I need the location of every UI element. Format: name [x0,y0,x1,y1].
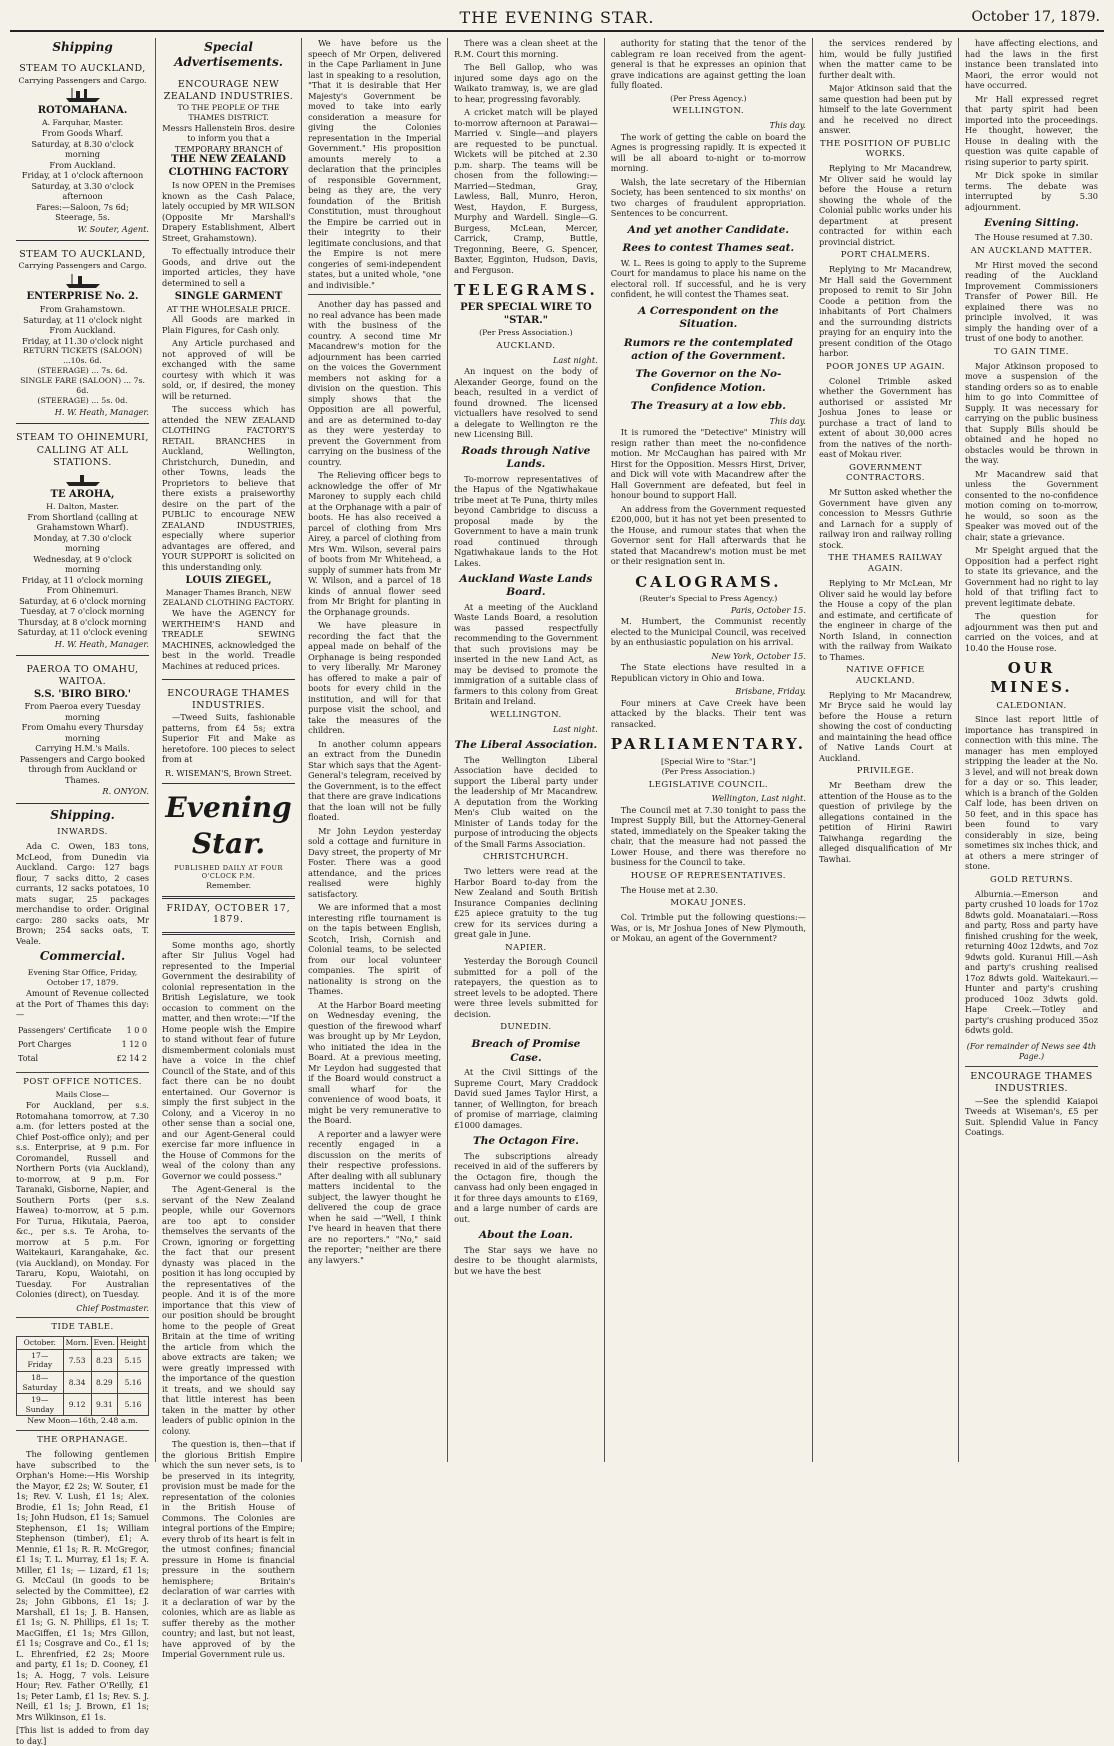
ad-agent: H. W. Heath, Manager. [54,406,150,417]
ad-agent: R. ONYON. [102,786,150,797]
press-association-line: (Per Press Association.) [479,327,573,337]
news-paragraph: At the Harbor Board meeting on Wednesday evening, the question of the firewood wharf was brought up by Mr Leydon, who initiated the idea in the Board. At a previous meeting, Mr Leydon had suggested that if the Board would construct a small wharf for the convenience of wood boats, it might be very remunerative to the Board. [308,999,442,1125]
section-subheading: PORT CHALMERS. [840,250,931,261]
news-headline: About the Loan. [478,1229,573,1242]
ad-line: Wednesday, at 9 o'clock morning [33,553,132,575]
ad-line: From Ohinemuri. [46,585,119,596]
dateline-place: Wellington, Last night. [711,793,806,804]
telegrams-heading: TELEGRAMS. [454,281,598,299]
section-subheading: GOVERNMENT CONTRACTORS. [846,462,925,484]
ad-agent: H. W. Heath, Manager. [54,638,150,649]
ad-heading: PAEROA TO OMAHU, WAITOA. [26,664,139,688]
clothing-factory-ad [162,75,295,680]
ship-name: S.S. 'BIRO BIRO.' [34,688,131,700]
news-paragraph: The House resumed at 7.30. [974,232,1093,243]
masthead [10,8,1104,32]
tide-cell: 7.53 [63,1349,91,1371]
section-subheading: THE THAMES RAILWAY AGAIN. [828,553,943,575]
commercial-paragraph: Amount of Revenue collected at the Port of Thames this day:— [16,988,150,1020]
ad-heading: ENCOURAGE NEW ZEALAND INDUSTRIES. [163,78,294,102]
dateline-place: Paris, October 15. [730,604,806,615]
section-subheading: MOKAU JONES. [670,898,747,909]
news-paragraph: Mr Dick spoke in similar terms. The debate was interrupted by 5.30 adjournment. [964,170,1099,212]
dateline-time: Last night. [553,723,598,734]
news-paragraph: A reporter and a lawyer were recently engaged in a discussion on the merits of their respective professions. After dealing with all sublunary matters incidental to the subject, the lawyer thought he delivered the coup de grace when he said —"Well, I think I've heard in heaven that there are no reporters." "No," said the reporter; "neither are there any lawyers." [308,1128,442,1265]
news-paragraph: M. Humbert, the Communist recently elected to the Municipal Council, was received by an enthusiastic population on his arrival. [610,616,806,648]
calograms-heading: CALOGRAMS. [635,572,782,591]
ad-paragraph: We have the AGENCY for WERTHEIM'S HAND and TREADLE SEWING MACHINES, acknowledged the best in the world. Treadle Machines at reduced prices. [162,608,296,671]
dateline-place: WELLINGTON. [490,709,562,720]
news-headline: Rees to contest Thames seat. [622,242,795,255]
news-paragraph: An address from the Government requested £200,000, but it has not yet been presented to the House, and rumour states that when the Governor sent for Hall afterwards that he stated that Macandrew's motion must be met or their resignation sent in. [610,503,806,567]
news-paragraph: There was a clean sheet at the R.M. Court this morning. [454,38,598,59]
section-subheading: THE POSITION OF PUBLIC WORKS. [819,138,951,160]
column-3 [302,38,448,1462]
ship-name: ENTERPRISE No. 2. [26,291,139,303]
news-paragraph: Replying to Mr Macandrew, Mr Bryce said he would lay before the House a return showing the cost of conducting and maintaining the head office of Native Lands Court at Auckland. [818,689,952,763]
leader-paragraph: We have before us the speech of Mr Orpen, delivered in the Cape Parliament in June last in speaking to a resolution, "That it is desirable that Her Majesty's Government be moved to take into early consideration a measure for giving the Colonies representation in the Imperial Government." His proposition amounts merely to a declaration that the principles of responsible Government, being as they are, the very foundation of the British Constitution, must throughout the Empire be carried out in their integrity to their legitimate conclusions, and that the Empire is not mere congeries of semi-independent states, but a united whole, "one and indivisible." [308,38,442,290]
tide-column-header: October. [17,1337,64,1350]
news-paragraph: At a meeting of the Auckland Waste Lands Board, a resolution was passed respectfully recommending to the Government that such provisions may be inserted in the new Land Act, as may be devised to promote the immigration of a suitable class of farmers to this colony from Great Britain and Ireland. [454,601,598,707]
dateline-place: CHRISTCHURCH. [483,852,569,863]
section-subheading: HOUSE OF REPRESENTATIVES. [630,870,786,881]
news-paragraph: Mr Sutton asked whether the Government have given any concession to Messrs Guthrie and Larnach for a supply of railway iron and railway rolling stock. [818,487,952,550]
news-headline: The Treasury at a low ebb. [630,400,786,413]
logo-subtitle: PUBLISHED DAILY AT FOUR O'CLOCK P.M. [174,864,283,881]
section-subheading: LEGISLATIVE COUNCIL. [648,779,769,790]
ad-line: Monday, at 7.30 o'clock morning [33,532,132,554]
revenue-label: Passengers' Certificate [18,1025,112,1035]
tide-header-row [17,1337,149,1350]
news-paragraph: Colonel Trimble asked whether the Government has authorised or assisted Mr Joshua Jones to lease or purchase a tract of land to extent of about 30,000 acres from the natives of the north-east of Mokau river. [818,375,952,459]
news-paragraph: Four miners at Cave Creek have been attacked by the blacks. Their tent was ransacked. [610,697,806,729]
news-paragraph: Replying to Mr McLean, Mr Oliver said he would lay before the House a copy of the plan and estimate, and certificate of the engineer in charge of the North Island, in connection with the railway from Waikato to Thames. [818,578,952,662]
ad-line: Saturday, at 6 o'clock morning [19,595,146,606]
ad-line: Friday, at 11 o'clock morning [21,574,144,585]
commercial-dateline: Evening Star Office, Friday, October 17, 1879. [27,968,138,988]
steamship-icon [64,87,102,103]
tide-cell: 19—Sunday [17,1394,64,1416]
news-paragraph: authority for stating that the tenor of the cablegram re loan received from the agent-general is that he expresses an opinion that grave indications are against getting the loan fully floated. [610,38,806,90]
ad-line: From Auckland. [49,159,116,170]
tide-row [17,1394,149,1416]
news-headline: Breach of Promise Case. [471,1038,581,1064]
news-paragraph: Mr Speight argued that the Opposition had a perfect right to state its grievance, and the Government had no right to lay hold of that trifling fact to prevent legitimate debate. [964,545,1099,608]
news-paragraph: In another column appears an extract from the Dunedin Star which says that the Agent-General's telegram, received by the Government, is to the effect that there are grave indications that the loan will not be fully floated. [308,738,442,822]
news-paragraph: The House met at 2.30. [620,884,719,895]
news-paragraph: The Bell Gallop, who was injured some days ago on the Waikato tramway, is, we are glad to hear, progressing favorably. [454,62,598,104]
tide-row [17,1372,149,1394]
tide-cell: 5.16 [118,1394,149,1416]
news-headline: The Octagon Fire. [472,1135,579,1148]
news-paragraph: Col. Trimble put the following questions:—Was, or is, Mr Joshua Jones of New Plymouth, or Mokau, an agent of the Government? [610,912,806,944]
ad-paragraph: Any Article purchased and not approved of will be exchanged with the same courtesy with which it was sold, or, if desired, the money will be returned. [162,338,296,401]
issue-date: October 17, 1879. [971,9,1100,25]
dateline-place: New York, October 15. [711,650,806,661]
dateline-place: DUNEDIN. [500,1022,552,1033]
ad-line: Friday, at 11.30 o'clock night [21,335,144,346]
post-office-signature: Chief Postmaster. [76,1302,150,1313]
newspaper-title: THE EVENING STAR. [459,8,655,27]
press-association-line: (Per Press Agency.) [670,93,747,103]
ad-heading: ENCOURAGE THAMES INDUSTRIES. [167,688,290,712]
dateline-place: AUCKLAND. [496,340,556,351]
ad-paragraph: All Goods are marked in Plain Figures, for Cash only. [162,314,296,335]
section-subheading: POOR JONES UP AGAIN. [826,361,945,372]
steamship-icon [64,471,102,487]
news-paragraph: An inquest on the body of Alexander George, found on the beach, resulted in a verdict of found drowned. The licensed victuallers have resolved to send a delegate to Wellington re the new Licensing Bill. [454,366,598,440]
revenue-value: 1 12 0 [121,1040,148,1050]
inwards-heading: INWARDS. [57,827,108,838]
news-paragraph: The Star says we have no desire to be thought alarmists, but we have the best [454,1244,598,1276]
ad-line: Saturday, at 11 o'clock evening [17,627,148,638]
ship-name: TE AROHA, [50,488,115,500]
section-title-special-ads: Special Advertisements. [174,40,283,70]
revenue-value: £2 14 2 [116,1054,148,1064]
ad-line: From Omahu every Thursday morning [21,722,144,743]
ad-subheading: Carrying Passengers and Cargo. [18,261,147,271]
tide-note: New Moon—16th, 2.48 a.m. [27,1416,138,1426]
ad-signature: R. WISEMAN'S, Brown Street. [165,767,293,778]
tide-cell: 18—Saturday [17,1372,64,1394]
ad-fare-line: RETURN TICKETS (SALOON) ...10s. 6d. [22,346,143,366]
section-subheading: PRIVILEGE. [856,766,915,777]
ad-fares: Fares:—Saloon, 7s 6d; Steerage, 5s. [36,201,129,223]
ad-heading: STEAM TO OHINEMURI, CALLING AT ALL STATIONS. [16,432,149,468]
mines-heading: OUR MINES. [990,659,1073,697]
revenue-table [16,1023,149,1068]
news-paragraph: The State elections have resulted in a Republican victory in Ohio and Iowa. [610,662,806,683]
ad-agent: W. Souter, Agent. [77,223,150,234]
column-1 [10,38,156,1746]
column-7 [959,38,1104,1462]
news-paragraph: Two letters were read at the Harbor Board to-day from the New Zealand and South British Insurance Companies declining £25 apiece gratuity to the tug crew for its services during a great gale in June. [454,866,598,940]
ad-fare-line: SINGLE FARE (SALOON) ... 7s. 6d. [20,376,145,396]
news-paragraph: Major Atkinson proposed to move a suspension of the standing orders so as to enable him to go into Committee of Supply. It was necessary for carrying on the public business that Supply Bills should be obtained and he hoped no obstacles would be thrown in the way. [964,360,1099,466]
ship-name: ROTOMAHANA. [37,105,128,117]
post-office-heading: POST OFFICE NOTICES. [23,1076,142,1087]
ad-line: Carrying H.M.'s Mails. [35,743,130,754]
news-headline: Evening Sitting. [984,217,1079,229]
inwards-paragraph: Ada C. Owen, 183 tons, McLeod, from Dunedin via Auckland. Cargo: 127 bags flour, 7 sacks ditto, 2 cases currants, 12 sacks potatoes, 10 mats sugar, 25 packages merchandise to order. Original cargo: 280 sacks oats, Mr Brown; 254 sacks oats, T. Veale. [16,841,150,946]
tide-column-header: Even. [91,1337,117,1350]
column-6 [813,38,959,1462]
news-paragraph: have affecting elections, and had the laws in the first instance been translated into Maori, the error would not have occurred. [964,38,1099,90]
column-4 [448,38,605,1462]
shipping-ad-rotomahana [16,59,149,241]
tide-cell: 5.15 [118,1349,149,1371]
mine-name-heading: CALEDONIAN. [996,700,1067,711]
leader-paragraph: The question is, then—that if the glorious British Empire which the sun never sets, is to be preserved in its integrity, provision must be made for the representation of the colonies in the British House of Commons. The Colonies are integral portions of the Empire; every throb of its heart is felt in the utmost confines; financial pressure in Home is financial pressure in the southern hemisphere; Britain's declaration of war carries with it a declaration of war by the colonies, which are as liable as suffer thereby as the mother country; and last, but not least, have approved of by the Imperial Government rule us. [162,1439,296,1660]
column-5 [605,38,813,1462]
ad-manager-title: Manager Thames Branch, NEW ZEALAND CLOTHING FACTORY. [162,588,295,608]
ad-line: From Shortland (calling at Grahamstown Wharf). [27,511,138,533]
news-paragraph: Alburnia.—Emerson and party crushed 10 loads for 17oz 8dwts gold. Moanataiari.—Ross and party, Ross and party have finished crushing for the week, returning 40oz 12dwts, and 7oz 9dwts gold. Kuranui Hill.—Ash and party's crushing realised 17oz 8dwts gold. Waitekauri.—Hunter and party's crushing produced 10oz 3dwts gold. Hape Creek.—Totley and party's crushing produced 35oz 6dwts gold. [964,888,1099,1036]
post-office-paragraph: For Auckland, per s.s. Rotomahana tomorrow, at 7.30 a.m. (for letters posted at the Chief Post-office only); and per s.s. Enterprise, at 9 p.m. For Coromandel, Russell and Northern Ports (via Auckland), to-morrow, at 9 p.m. For Taranaki, Gisborne, Napier, and Southern Ports (per s.s. Hawea) to-morrow, at 5 p.m. For Turua, Hikutaia, Paeroa, &c., per s.s. Te Aroha, to-morrow at 5 p.m. For Waitekauri, Karangahake, &c. (via Auckland), on Monday. For Tararu, Kopu, Waiotahi, on Tuesday. For Australian Colonies (direct), on Tuesday. [16,1100,150,1300]
news-paragraph: W. L. Rees is going to apply to the Supreme Court for mandamus to place his name on the electoral roll. If successful, and he is very confident, he will contest the Thames seat. [610,257,806,300]
orphanage-paragraph: The following gentlemen have subscribed to the Orphan's Home:—His Worship the Mayor, £2 2s; W. Souter, £1 1s; Rev. V. Lush, £1 1s; Alex. Brodie, £1 1s; John Read, £1 1s; John Hudson, £1 1s; Samuel Stephenson, £1 1s; William Stephenson (timber), £1; A. Mennie, £1 1s; R. R. McGregor, £1 1s; T. L. Murray, £1 1s; F. A. Miller, £1 1s; — Lizard, £1 1s; G. McCaul (in goods to be selected by the Committee), £2 2s; John Gibbons, £1 1s; J. Marshall, £1 1s; J. B. Hansen, £1 1s; G. N. Phillips, £1 1s; T. MacGiffen, £1 1s; Mrs Gillon, £1 1s; Cosgrave and Co., £1 1s; L. Ehrenfried, £2 2s; Moore and party, £1 1s; D. Cooney, £1 1s; A. Hogg, 7 vols. Leisure Hour; Rev. Father O'Reilly, £1 1s; Peter Lamb, £1 1s; Rev. S. J. Neill, £1 1s; J. Brown, £1 1s; Mrs Wilkinson, £1 1s. [16,1449,150,1722]
section-subheading: AN AUCKLAND MATTER. [970,245,1093,256]
leader-paragraph: Some months ago, shortly after Sir Julius Vogel had represented to the Imperial Government the desirability of colonial representation in the British Legislature, we took occasion to comment on the matter, and then wrote:—"If the Home people wish the Empire to stand without fear of future dismemberment colonials must have a voice in the chief Council of the State, and of this fact there can be no doubt entertained. Our Governor is simply the first subject in the Colony, and a Viceroy in no other sense than a social one, and our Agent-General could exercise far more influence in the House of Commons for the weal of the colony than any Governor we could possess." [162,939,296,1181]
news-paragraph: Mr Macandrew said that unless the Government consented to the no-confidence motion coming on to-morrow, he would, so soon as the Speaker was moved out of the chair, state a grievance. [964,468,1099,542]
wiseman-tweed-ad [162,684,295,784]
tide-cell: 8.23 [91,1349,117,1371]
ad-line: From Goods Wharf. [41,128,124,139]
revenue-row [18,1025,147,1037]
ad-line: Saturday, at 3.30 o'clock afternoon [31,180,134,202]
parliamentary-heading: PARLIAMENTARY. [610,735,806,754]
ad-paragraph: Is now OPEN in the Premises known as the Cash Palace, lately occupied by MR WILSON (Opposite Mr Marshall's Drapery Establishment, Albert Street, Grahamstown). [162,180,296,243]
ad-line: Saturday, at 11 o'clock night [23,314,142,325]
post-office-subheading: Mails Close— [55,1090,110,1100]
ad-paragraph: The success which has attended the NEW ZEALAND CLOTHING FACTORY'S RETAIL BRANCHES in Auckland, Wellington, Christchurch, Dunedin, and other Towns, leads the Proprietors to believe that there exists a praiseworthy desire on the part of the PUBLIC to encourage NEW ZEALAND INDUSTRIES, especially where superior advantages are offered, and YOUR SUPPORT is solicited on this understanding only. [162,404,296,572]
ad-paragraph: To effectually introduce their Goods, and drive out the imported articles, they have determined to sell a [162,246,296,288]
dateline-time: Last night. [553,354,598,365]
ad-line: Thursday, at 8 o'clock morning [18,616,147,627]
section-title-shipping: Shipping [52,40,113,54]
ad-brand: THE NEW ZEALAND CLOTHING FACTORY [168,154,289,179]
news-paragraph: We have pleasure in recording the fact that the appeal made on behalf of the Orphanage is being responded to very liberally. Mr Maroney has offered to make a pair of boots for every child in the institution, and will for that purpose visit the school, and take the measures of the children. [308,620,442,735]
ad-subheading: Carrying Passengers and Cargo. [18,75,147,85]
tide-cell: 17—Friday [17,1349,64,1371]
shipping-ad-biro-biro [16,660,149,804]
revenue-row [18,1039,147,1051]
ad-fare-line: (STEERAGE) ... 5s. 0d. [37,396,128,406]
shipping-ad-enterprise [16,245,149,424]
revenue-row [18,1053,147,1065]
ad-line: Friday, at 1 o'clock afternoon [21,170,144,181]
news-paragraph: Major Atkinson said that the same question had been put by himself to the late Government and he received no direct answer. [818,83,952,135]
edition-date: FRIDAY, OCTOBER 17, 1879. [166,903,291,926]
ad-line: From Auckland. [49,325,116,336]
ad-heading: STEAM TO AUCKLAND, [19,249,146,261]
news-paragraph: At the Civil Sittings of the Supreme Court, Mary Craddock David sued James Taylor Hirst, a tanner, of Wellington, for breach of promise of marriage, claiming £1000 damages. [454,1067,598,1130]
ad-manager-name: LOUIS ZIEGEL, [185,575,272,587]
tide-table [16,1336,149,1416]
orphanage-heading: THE ORPHANAGE. [37,1435,128,1446]
news-paragraph: Mr Hirst moved the second reading of the Auckland Improvement Commissioners Transfer of Power Bill. He explained there was no principle involved, it was simply the handing over of a trust of one body to another. [964,259,1099,344]
news-paragraph: Mr Beetham drew the attention of the House as to the question of privilege by the allegations contained in the petition of Hirini Rawiri Taiwhanga regarding the alleged disqualification of Mr Tawhai. [818,780,952,864]
news-paragraph: The Relieving officer begs to acknowledge the offer of Mr Maroney to supply each child at the Orphanage with a pair of boots. He has also received a parcel of clothing from Mrs Airey, a parcel of clothing from Mrs Wm. Wilson, several pairs of boots from Mr Whitehead, a supply of summer hats from Mr W. Wilson, and a parcel of 18 kinds of annual flower seed from Mr Bright for planting in the Orphanage grounds. [308,470,442,617]
tide-cell: 5.16 [118,1372,149,1394]
continued-note: (For remainder of News see 4th Page.) [966,1041,1097,1062]
shipping-ad-te-aroha [16,428,149,656]
news-paragraph: Mr John Leydon yesterday sold a cottage and furniture in Davy street, the property of Mr Foster. There was a good attendance, and the prices realised were highly satisfactory. [308,825,442,899]
tide-cell: 9.12 [63,1394,91,1416]
ship-master: H. Dalton, Master. [46,501,119,511]
news-headline: Rumors re the contemplated action of the Government. [623,336,793,363]
news-headline: Roads through Native Lands. [461,444,591,471]
news-headline: A Correspondent on the Situation. [638,304,779,331]
ad-line: From Grahamstown. [39,304,126,315]
steamship-icon [64,273,102,289]
news-paragraph: The subscriptions already received in aid of the sufferers by the Octagon fire, though the canvass had only been engaged in it for three days amounts to £169, and a large number of cards are out. [454,1150,598,1224]
newspaper-logo: Evening Star. [165,791,292,861]
ad-heading: STEAM TO AUCKLAND, [19,63,146,75]
revenue-label: Port Charges [18,1040,72,1050]
ad-line: From Paeroa every Tuesday morning [24,701,141,722]
ship-master: A. Farquhar, Master. [41,118,124,128]
news-headline: Auckland Waste Lands Board. [459,573,593,599]
calograms-subheading: (Reuter's Special to Press Agency.) [639,593,778,603]
news-paragraph: Another day has passed and no real advance has been made with the business of the country. A second time Mr Macandrew's motion for the adjournment has been carried on the voices the Government members not asking for a division on the question. This simply shows that the Opposition are all powerful, and are as determined to-day as they were yesterday to prevent the Government from carrying on the business of the country. [308,299,442,467]
dateline-place: WELLINGTON. [672,106,745,117]
parliamentary-subheading: [Special Wire to "Star."] [661,756,756,766]
tide-cell: 9.31 [91,1394,117,1416]
dateline-time: This day. [769,120,806,131]
dateline-place: NAPIER. [505,942,547,953]
press-association-line: (Per Press Association.) [661,766,756,776]
news-headline: And yet another Candidate. [627,223,789,236]
news-paragraph: Since last report little of importance has transpired in connection with this mine. The manager has men employed stripping the leader at the No. 3 level, and will not break down for a day or so. This leader, which is a branch of the Golden Calf lode, has been driven on 50 feet, and in this space has been found to vary considerably in size, being sometimes six inches thick, and at others a mere stringer of stone. [964,714,1099,872]
revenue-value: 1 0 0 [126,1025,148,1035]
column-2 [156,38,302,1660]
dateline-place: Brisbane, Friday. [735,686,806,697]
news-paragraph: The Council met at 7.30 tonight to pass the Imprest Supply Bill, but the Attorney-General stated, immediately on the Speaker taking the chair, that the measure had not passed the Lower House, and there was therefore no business for the Council to take. [610,804,806,868]
ad-heading: ENCOURAGE THAMES INDUSTRIES. [970,1071,1093,1095]
section-title-shipping-news: Shipping. [50,807,115,822]
ad-line: Tuesday, at 7 o'clock morning [20,606,145,617]
section-subheading: TO GAIN TIME. [994,346,1069,357]
ad-line: AT THE WHOLESALE PRICE. [166,303,291,314]
news-paragraph: Replying to Mr Macandrew, Mr Oliver said he would lay before the House a return showing the whole of the Colonial public works under his department at present contracted for within each provincial district. [818,163,952,247]
telegrams-subheading: PER SPECIAL WIRE TO "STAR." [460,302,592,326]
news-paragraph: The work of getting the cable on board the Agnes is progressing rapidly. It is expected it will be all aboard to-night or to-morrow morning. [610,131,806,174]
news-paragraph: Walsh, the late secretary of the Hibernian Society, has been sentenced to six months' on two charges of fraudulent appropriation. Sentences to be concurrent. [610,176,806,219]
news-paragraph: Yesterday the Borough Council submitted for a poll of the ratepayers, the question as to street levels to be adopted. There were three levels submitted for decision. [454,956,598,1019]
ad-subheading: TO THE PEOPLE OF THE THAMES DISTRICT. [177,103,280,122]
ad-line: Messrs Hallenstein Bros. desire to inform you that a TEMPORARY BRANCH of [162,122,295,154]
tide-row [17,1349,149,1371]
ad-big-line: SINGLE GARMENT [174,291,283,303]
news-paragraph: We are informed that a most interesting rifle tournament is on the tapis between English, Scotch, Irish, Cornish and Colonial teams, to be selected from our local volunteer companies. The spirit of nationality is strong on the Thames. [308,902,442,996]
news-paragraph: Replying to Mr Macandrew, Mr Hall said the Government proposed to remit to Sir John Coode a petition from the inhabitants of Port Chalmers and the surrounding districts praying for an enquiry into the present condition of the Otago harbor. [818,264,952,359]
news-paragraph: Mr Hall expressed regret that party spirit had been imported into the proceedings. He thought, however, the House in dealing with the question was quite capable of rising superior to party spirit. [964,93,1099,167]
section-title-commercial: Commercial. [39,949,126,964]
logo-motto: Remember. [206,880,251,890]
ad-paragraph: —See the splendid Kaiapoi Tweeds at Wiseman's, £5 per Suit. Splendid Value in Fancy Coatings. [964,1095,1099,1138]
gold-returns-heading: GOLD RETURNS. [990,874,1073,885]
orphanage-note: [This list is added to from day to day.] [16,1725,150,1746]
news-paragraph: A cricket match will be played to-morrow afternoon at Parawai—Married v. Single—and players are requested to be punctual. Wickets will be pitched at 2.30 p.m. sharp. The teams will be chosen from the following:—Married—Stedman, Gray, Lawless, Ball, Munro, Heron, West, Haydon, F. Burgess, Murphy and Wardell. Single—G. Burgess, McLean, Mercer, Carrick, Cramp, Buttle, Tregonning, Beere, G. Spencer, Baxter, Egginton, Hudson, Davis, and Ferguson. [454,107,598,275]
news-paragraph: The question for adjournment was then put and carried on the voices, and at 10.40 the House rose. [964,611,1099,653]
tide-column-header: Morn. [63,1337,91,1350]
ad-paragraph: —Tweed Suits, fashionable patterns, from £4 5s; extra Superior Fit and Make as heretofore. 100 pieces to select from at [162,712,296,765]
news-paragraph: The Wellington Liberal Association have decided to support the Liberal party under the leadership of Mr Macandrew. A deputation from the Working Men's Club waited on the Minister of Lands today for the purpose of introducing the objects of the Small Farms Association. [454,754,598,849]
section-subheading: NATIVE OFFICE AUCKLAND. [846,665,925,686]
tide-cell: 8.29 [91,1372,117,1394]
news-headline: The Liberal Association. [454,739,598,752]
revenue-label: Total [18,1054,39,1064]
news-paragraph: It is rumored the "Detective" Ministry will resign rather than meet the no-confidence motion. Mr McCaughan has paired with Mr Hirst for the Opposition. Messrs Hirst, Driver, and Dick will vote with Macandrew after the Hall Government are defeated, but feel in honour bound to support Hall. [610,427,806,501]
leader-paragraph: The Agent-General is the servant of the New Zealand people, while our Governors are too apt to consider themselves the servants of the Crown, ignoring or forgetting the fact that our present dynasty was placed in the position it has long occupied by the representatives of the people. And it is of the more importance that this view of our position should be brought home to the people of Great Britain at the time of writing the article from which the above extracts are taken; we were greatly impressed with the importance of the question it treats, and we should say that little interest has been taken in the matter by other leaders of public opinion in the colony. [162,1184,296,1436]
ad-line: Passengers and Cargo booked through from Auckland or Thames. [19,753,146,785]
news-paragraph: To-morrow representatives of the Hapus of the Ngatiwhakaue tribe meet at Te Puna, thirty miles beyond Cambridge to discuss a proposal made by the Government to have a main trunk road continued through Ngatiwhakaue lands to the Hot Lakes. [454,473,598,568]
dateline-time: This day. [769,415,806,426]
ad-line: Saturday, at 8.30 o'clock morning [31,138,134,160]
news-headline: The Governor on the No-Confidence Motion. [635,368,782,394]
ad-fare-line: (STEERAGE) ... 7s. 6d. [37,366,128,376]
tide-cell: 8.34 [63,1372,91,1394]
news-paragraph: the services rendered by him, would be fully justified when the matter came to be further dealt with. [818,38,952,80]
tide-column-header: Height [118,1337,149,1350]
tide-table-heading: TIDE TABLE. [51,1322,114,1333]
